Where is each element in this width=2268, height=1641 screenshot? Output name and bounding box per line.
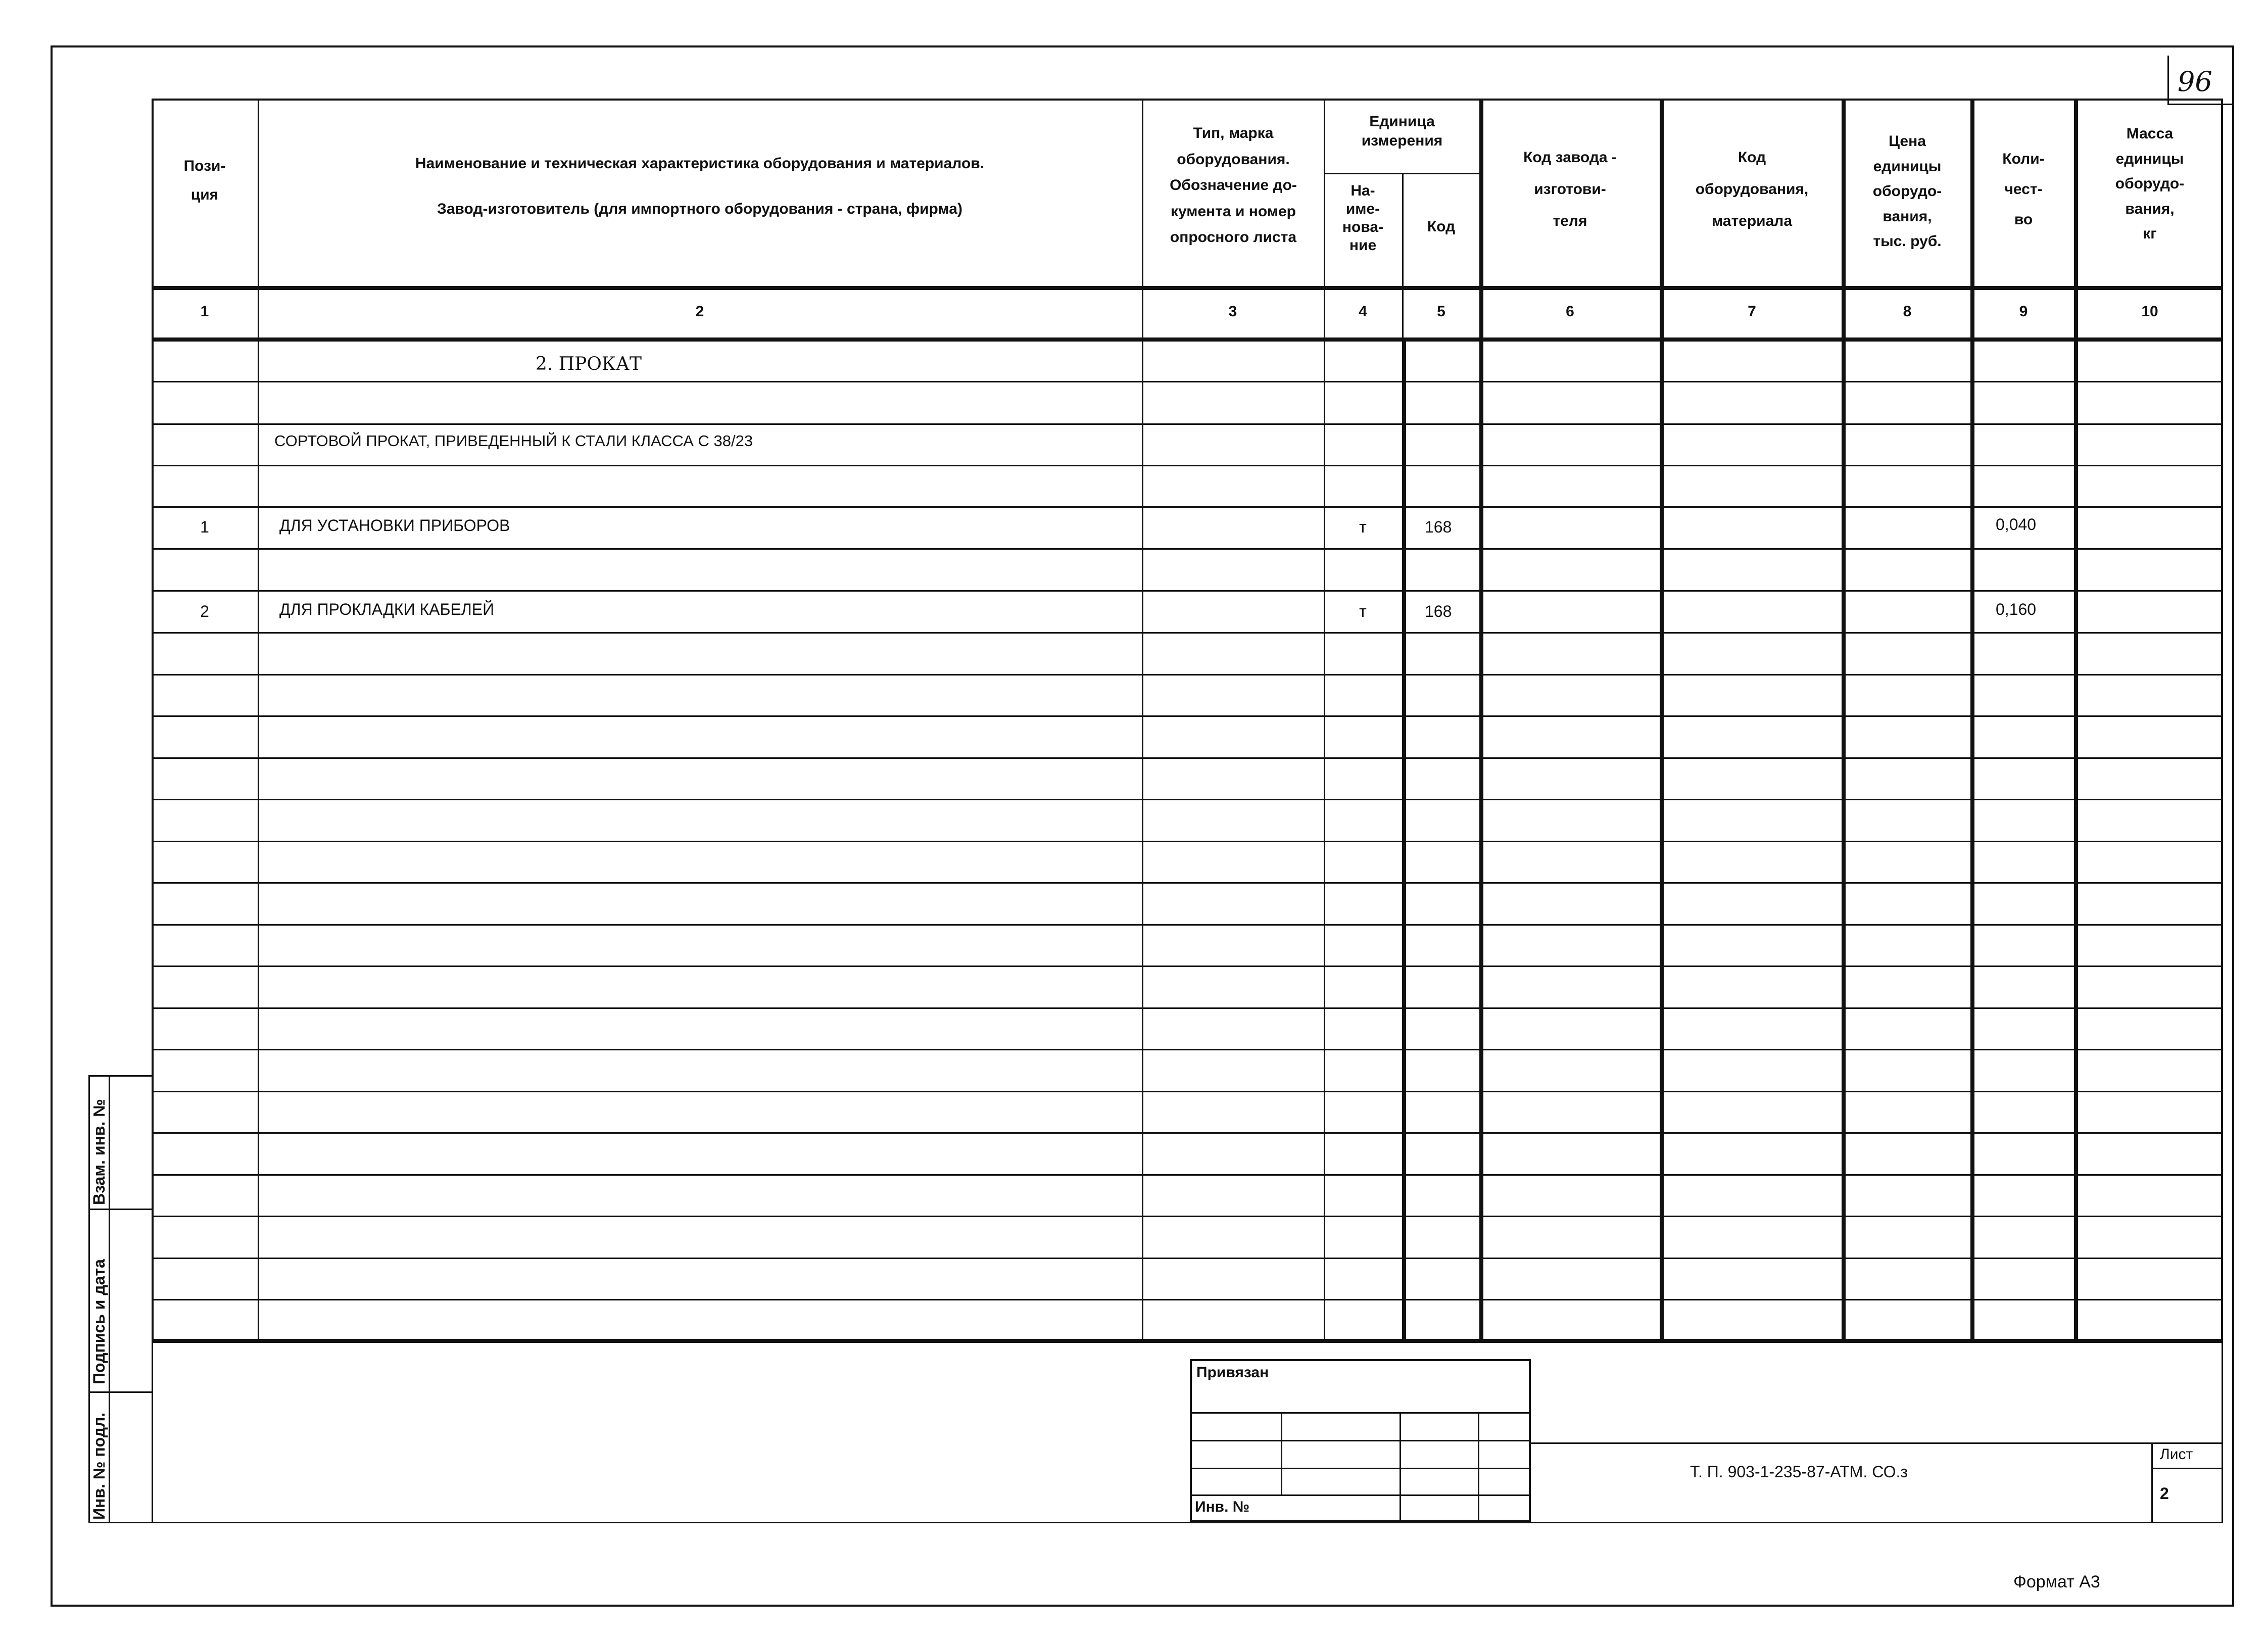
format-label: Формат А3 <box>2013 1572 2100 1591</box>
row-line <box>152 465 2223 466</box>
row-line <box>152 590 2223 592</box>
header-factory-code: Код завода - изготови- теля <box>1523 149 1617 229</box>
row-unit: т <box>1359 518 1367 536</box>
header-name-line2: Завод-изготовитель (для импортного оборудования - страна, фирма) <box>437 201 962 217</box>
page-number: 96 <box>2178 66 2212 98</box>
header-unit-name: На- име- нова- ние <box>1342 182 1384 254</box>
side-strip-divider <box>88 1391 152 1393</box>
col-divider-thick <box>1479 99 1483 1340</box>
page-number-box-left <box>2167 56 2169 104</box>
privyazan-line <box>1190 1468 1531 1469</box>
privyazan-label: Привязан <box>1196 1364 1269 1381</box>
row-line <box>152 381 2223 382</box>
privyazan-col <box>1400 1412 1401 1522</box>
col-number: 7 <box>1748 303 1756 320</box>
privyazan-line <box>1190 1412 1531 1414</box>
row-position: 2 <box>200 602 209 620</box>
col-divider-thick <box>1842 99 1846 1340</box>
row-line <box>152 1007 2223 1009</box>
row-line <box>152 1049 2223 1050</box>
side-label-vzam: Взам. инв. № <box>90 1099 108 1205</box>
privyazan-line <box>1190 1494 1531 1496</box>
privyazan-col <box>1281 1412 1282 1494</box>
row-line <box>152 1258 2223 1259</box>
row-unit: т <box>1359 602 1367 620</box>
lower-area-right <box>2222 1340 2223 1522</box>
row-line <box>152 632 2223 634</box>
row-line <box>152 423 2223 425</box>
col-number: 1 <box>200 303 209 320</box>
header-unit-code: Код <box>1427 218 1456 235</box>
doc-code-top <box>1531 1442 2223 1444</box>
row-quantity: 0,160 <box>1996 600 2037 618</box>
row-line <box>152 1132 2223 1134</box>
row-code: 168 <box>1425 602 1452 620</box>
col-divider-thick <box>1660 99 1664 1340</box>
lower-area-bottom <box>88 1522 2223 1523</box>
main-table-frame <box>152 99 2223 1341</box>
side-label-inv-podl: Инв. № подл. <box>90 1412 108 1520</box>
row-line <box>152 841 2223 842</box>
row-name: ДЛЯ УСТАНОВКИ ПРИБОРОВ <box>279 516 510 535</box>
subsection-title: СОРТОВОЙ ПРОКАТ, ПРИВЕДЕННЫЙ К СТАЛИ КЛАССА С 38/23 <box>274 432 753 450</box>
col-number: 2 <box>695 303 704 320</box>
row-code: 168 <box>1425 518 1452 536</box>
row-line <box>152 924 2223 926</box>
privyazan-line <box>1190 1440 1531 1441</box>
header-name-line1: Наименование и техническая характеристика оборудования и материалов. <box>415 155 985 172</box>
row-line <box>152 757 2223 759</box>
row-name: ДЛЯ ПРОКЛАДКИ КАБЕЛЕЙ <box>279 600 495 618</box>
section-title: 2. ПРОКАТ <box>536 354 642 374</box>
sheet-label: Лист <box>2160 1446 2193 1463</box>
row-line <box>152 799 2223 800</box>
row-quantity: 0,040 <box>1996 515 2037 534</box>
row-position: 1 <box>200 518 209 536</box>
col-divider-thick <box>1970 99 1974 1340</box>
row-line <box>152 1174 2223 1176</box>
col-number: 3 <box>1228 303 1237 320</box>
row-line <box>152 1091 2223 1092</box>
lower-area-left <box>152 1340 153 1522</box>
col-number: 4 <box>1359 303 1367 320</box>
col-divider-thick <box>1402 337 1406 1340</box>
row-line <box>152 674 2223 675</box>
sheet-number: 2 <box>2160 1484 2169 1503</box>
header-type: Тип, марка оборудования. Обозначение до- кумента и номер опросного листа <box>1170 125 1297 246</box>
col-number: 5 <box>1437 303 1445 320</box>
row-line <box>152 548 2223 550</box>
col-number: 10 <box>2141 303 2158 320</box>
side-strip-inner <box>109 1075 110 1523</box>
privyazan-col <box>1478 1412 1479 1522</box>
row-line <box>152 882 2223 884</box>
header-equipment-code: Код оборудования, материала <box>1695 149 1809 229</box>
header-bottom-line <box>152 286 2223 290</box>
col-divider-thick <box>2074 99 2078 1340</box>
header-quantity: Коли- чест- во <box>2002 151 2045 228</box>
col-number: 8 <box>1903 303 1912 320</box>
header-unit-group: Единица измерения <box>1361 113 1443 149</box>
sheet-box-divider <box>2151 1468 2223 1469</box>
col-divider <box>1142 99 1143 1340</box>
inv-no-label: Инв. № <box>1195 1499 1250 1515</box>
number-row-bottom-line <box>152 337 2223 342</box>
header-mass: Масса единицы оборудо- вания, кг <box>2115 125 2185 242</box>
col-divider <box>258 99 259 1340</box>
col-divider <box>1324 99 1325 1340</box>
header-position: Пози- ция <box>183 158 226 203</box>
sheet-box-left <box>2151 1442 2153 1522</box>
side-label-podpis: Подпись и дата <box>90 1259 108 1384</box>
col-number: 9 <box>2019 303 2028 320</box>
side-strip-top <box>88 1075 152 1077</box>
row-line <box>152 715 2223 717</box>
row-line <box>152 966 2223 967</box>
row-line <box>152 506 2223 508</box>
row-line <box>152 1299 2223 1300</box>
table-body-bottom-line <box>152 1339 2223 1343</box>
document-code: Т. П. 903-1-235-87-АТМ. СО.з <box>1690 1463 1908 1481</box>
side-strip-divider <box>88 1209 152 1210</box>
header-price: Цена единицы оборудо- вания, тыс. руб. <box>1872 133 1942 250</box>
col-number: 6 <box>1566 303 1574 320</box>
row-line <box>152 1216 2223 1217</box>
